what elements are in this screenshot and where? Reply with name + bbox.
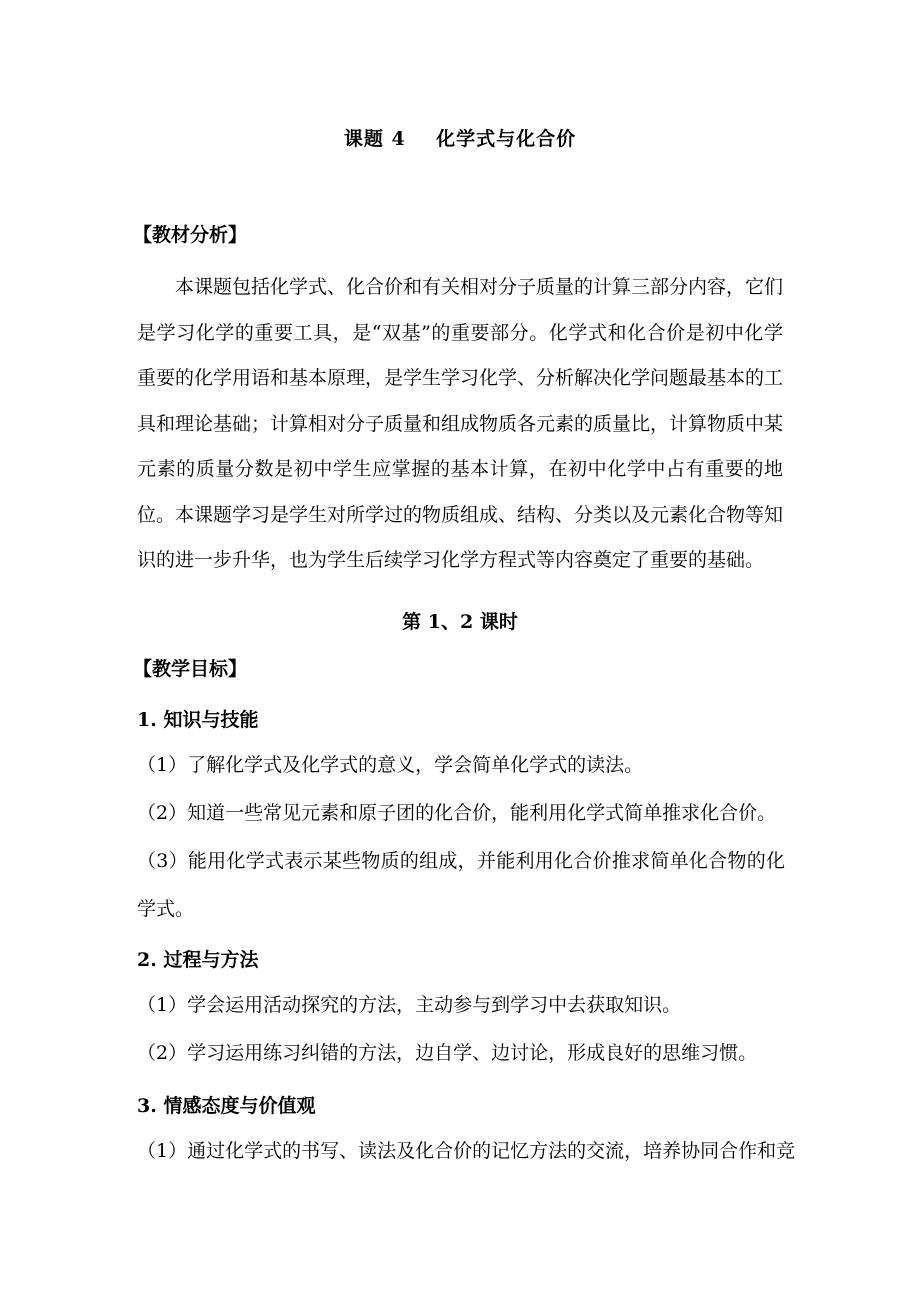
- section-title-process: 2. 过程与方法: [137, 949, 259, 971]
- objective-item: （1）学会运用活动探究的方法，主动参与到学习中去获取知识。: [137, 994, 682, 1016]
- objective-item: （1）通过化学式的书写、读法及化合价的记忆方法的交流，培养协同合作和竞: [137, 1140, 796, 1162]
- section-title-knowledge: 1. 知识与技能: [137, 709, 259, 731]
- objective-item: （1）了解化学式及化学式的意义，学会简单化学式的读法。: [137, 754, 644, 776]
- objective-item: （2）学习运用练习纠错的方法，边自学、边讨论，形成良好的思维习惯。: [137, 1042, 758, 1064]
- analysis-paragraph: 本课题包括化学式、化合价和有关相对分子质量的计算三部分内容，它们是学习化学的重要工具，是“双基”的重要部分。化学式和化合价是初中化学重要的化学用语和基本原理，是学生学习化学、分析解决化学问题最基本的工具和理论基础；计算相对分子质量和组成物质各元素的质量比，计算物质中某元素的质量分数是初中学生应掌握的基本计算，在初中化学中占有重要的地位。本课题学习是学生对所学过的物质组成、结构、分类以及元素化合物等知识的进一步升华，也为学生后续学习化学方程式等内容奠定了重要的基础。: [137, 276, 784, 571]
- objectives-heading: 【教学目标】: [133, 658, 248, 680]
- objective-item: （2）知道一些常见元素和原子团的化合价，能利用化学式简单推求化合价。: [137, 802, 777, 824]
- lesson-heading: 第 1、2 课时: [402, 611, 518, 633]
- document-title: 课题 4 化学式与化合价: [343, 128, 577, 150]
- analysis-heading: 【教材分析】: [133, 224, 248, 246]
- objective-item: （3）能用化学式表示某些物质的组成，并能利用化合价推求简单化合物的化学式。: [137, 850, 785, 920]
- section-title-attitude: 3. 情感态度与价值观: [137, 1095, 316, 1117]
